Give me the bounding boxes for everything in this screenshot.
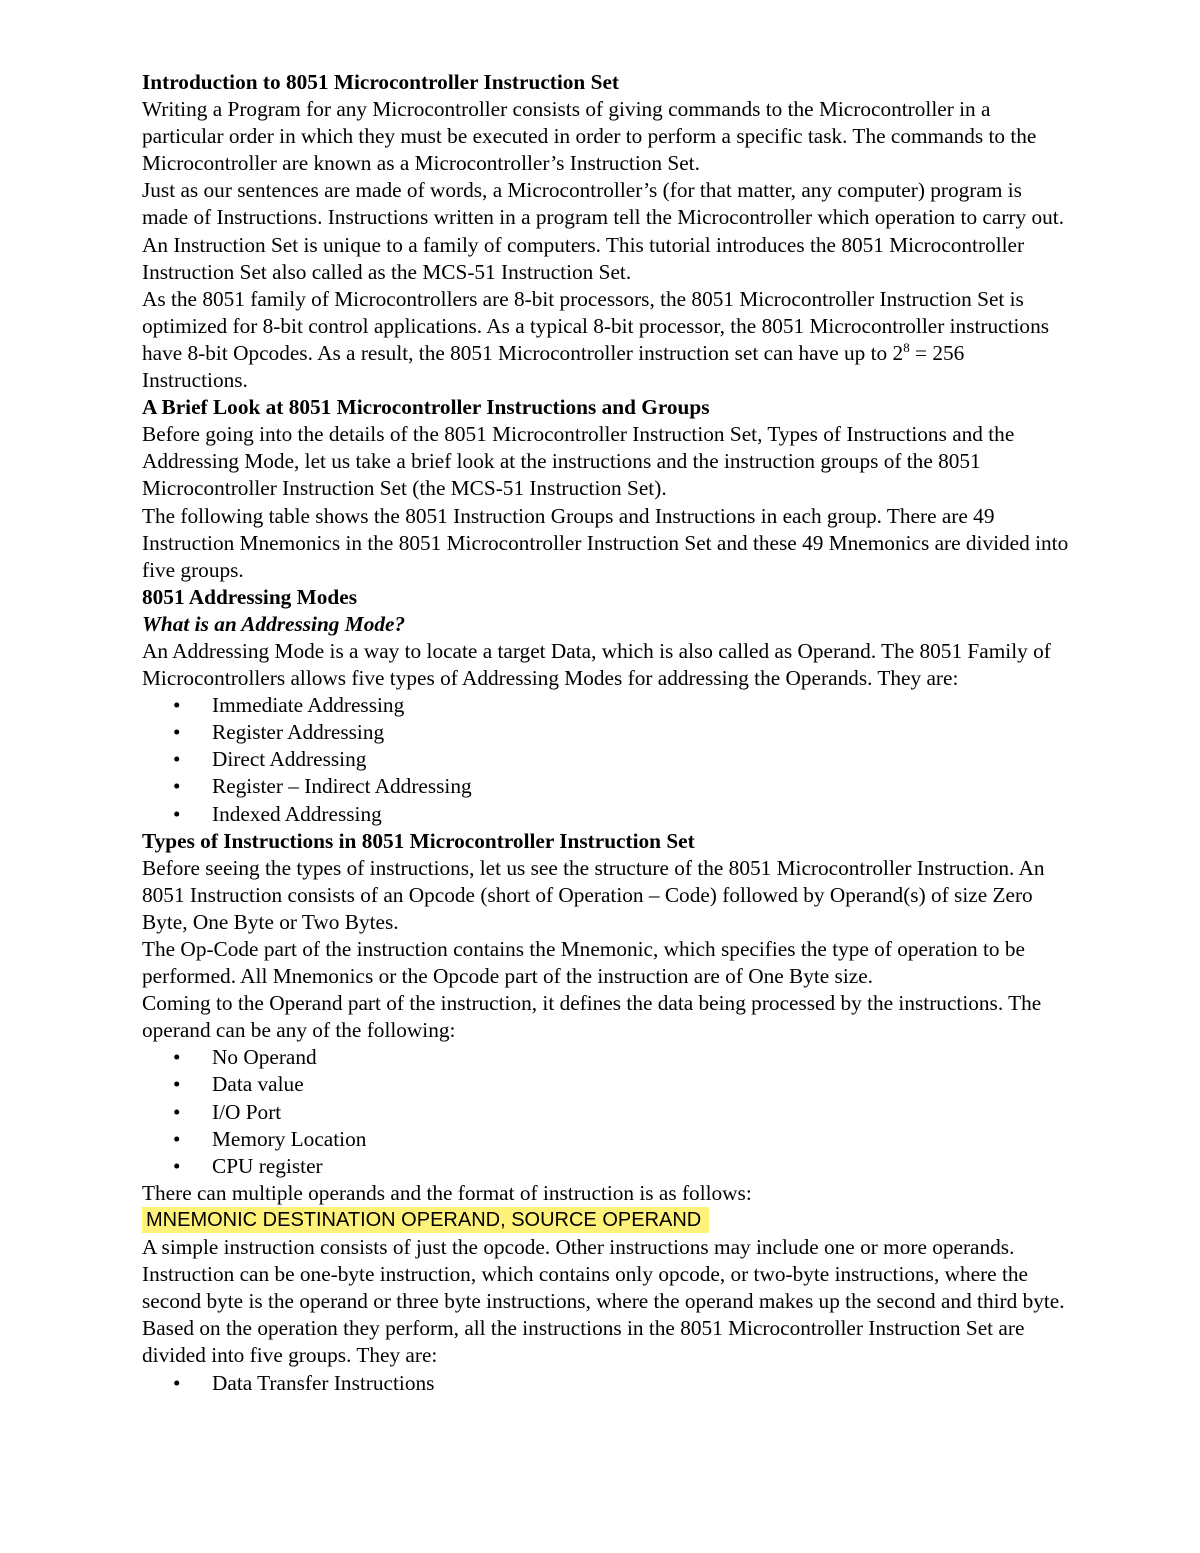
types-paragraph-3: Coming to the Operand part of the instruction, it defines the data being processed by the instructions. The operand can be any of the following:: [142, 991, 1042, 1043]
bullet-icon: •: [173, 693, 181, 718]
list-item-label: Immediate Addressing: [212, 693, 405, 718]
list-item: [142, 773, 1072, 800]
list-item-label: Register Addressing: [212, 720, 385, 745]
groups-paragraph-2: The following table shows the 8051 Instruction Groups and Instructions in each group. There are 49 Instruction Mnemonics in the 8051 Microcontroller Instruction Set and these 49 Mnemonics are divided into five groups.: [142, 503, 1069, 582]
bullet-icon: •: [173, 1370, 181, 1395]
types-heading: Types of Instructions in 8051 Microcontroller Instruction Set: [142, 828, 695, 853]
bullet-icon: •: [173, 1099, 181, 1124]
addressing-subheading: What is an Addressing Mode?: [142, 611, 406, 636]
intro-paragraph-3: An Instruction Set is unique to a family of computers. This tutorial introduces the 8051 Microcontroller Instruction Set also called as the MCS-51 Instruction Set.: [142, 232, 1025, 284]
document-page: [142, 69, 1072, 1397]
instruction-groups-list: [142, 1370, 1072, 1397]
intro-paragraph-1: Writing a Program for any Microcontroller consists of giving commands to the Microcontroller in a particular order in which they must be executed in order to perform a specific task. The commands to the Microcontroller are known as a Microcontroller’s Instruction Set.: [142, 97, 1037, 176]
opcode-paragraph: [142, 286, 1072, 394]
opcode-paragraph-end: = 256 Instructions.: [142, 340, 965, 393]
bullet-icon: •: [173, 747, 181, 772]
list-item: [142, 1153, 1072, 1180]
groups-paragraph-1: Before going into the details of the 8051 Microcontroller Instruction Set, Types of Instructions and the Addressing Mode, let us take a brief look at the instructions and the instruction groups of the 8051 Microcontroller Instruction Set (the MCS-51 Instruction Set).: [142, 422, 1015, 501]
list-item: [142, 1044, 1072, 1071]
list-item-label: No Operand: [212, 1045, 317, 1070]
list-item-label: I/O Port: [212, 1099, 282, 1124]
highlighted-format: MNEMONIC DESTINATION OPERAND, SOURCE OPERAND: [142, 1207, 709, 1233]
list-item: [142, 1126, 1072, 1153]
list-item: [142, 1071, 1072, 1098]
addressing-modes-list: [142, 692, 1072, 827]
addressing-heading: 8051 Addressing Modes: [142, 584, 357, 609]
addressing-paragraph: An Addressing Mode is a way to locate a target Data, which is also called as Operand. The 8051 Family of Microcontrollers allows five types of Addressing Modes for addressing the Operands. They are:: [142, 638, 1051, 691]
bullet-icon: •: [173, 1153, 181, 1178]
document-title: Introduction to 8051 Microcontroller Instruction Set: [142, 70, 619, 94]
opcode-exponent: 8: [903, 339, 910, 355]
closing-paragraph-2: Based on the operation they perform, all the instructions in the 8051 Microcontroller Instruction Set are divided into five groups. They are:: [142, 1316, 1025, 1368]
format-intro: There can multiple operands and the format of instruction is as follows:: [142, 1180, 752, 1205]
list-item-label: Register – Indirect Addressing: [212, 774, 472, 799]
list-item-label: Direct Addressing: [212, 747, 367, 772]
bullet-icon: •: [173, 1072, 181, 1097]
list-item-label: Data value: [212, 1072, 304, 1097]
list-item: [142, 692, 1072, 719]
opcode-paragraph-start: As the 8051 family of Microcontrollers are 8-bit processors, the 8051 Microcontroller Instruction Set is optimized for 8-bit control applications. As a typical 8-bit processor, the 8051 Microcontroller instructions have 8-bit Opcodes. As a result, the 8051 Microcontroller instruction set can have up to 2: [142, 286, 1050, 365]
list-item-label: CPU register: [212, 1153, 323, 1178]
bullet-icon: •: [173, 1045, 181, 1070]
intro-paragraph-2: Just as our sentences are made of words, a Microcontroller’s (for that matter, any computer) program is made of Instructions. Instructions written in a program tell the Microcontroller which operation to carry out.: [142, 178, 1065, 230]
list-item-label: Memory Location: [212, 1126, 367, 1151]
list-item: [142, 1099, 1072, 1126]
list-item-label: Data Transfer Instructions: [212, 1370, 435, 1395]
operand-types-list: [142, 1044, 1072, 1179]
groups-heading: A Brief Look at 8051 Microcontroller Instructions and Groups: [142, 395, 710, 420]
bullet-icon: •: [173, 1126, 181, 1151]
list-item: [142, 746, 1072, 773]
bullet-icon: •: [173, 801, 181, 826]
instruction-format-line: [142, 1207, 1072, 1234]
types-paragraph-1: Before seeing the types of instructions, let us see the structure of the 8051 Microcontroller Instruction. An 8051 Instruction consists of an Opcode (short of Operation – Code) followed by Operand(s) of size Zero Byte, One Byte or Two Bytes.: [142, 855, 1045, 934]
list-item: [142, 1370, 1072, 1397]
types-paragraph-2: The Op-Code part of the instruction contains the Mnemonic, which specifies the type of operation to be performed. All Mnemonics or the Opcode part of the instruction are of One Byte size.: [142, 937, 1025, 989]
list-item: [142, 801, 1072, 828]
bullet-icon: •: [173, 720, 181, 745]
closing-paragraph-1: A simple instruction consists of just the opcode. Other instructions may include one or more operands. Instruction can be one-byte instruction, which contains only opcode, or two-byte instructions, where the second byte is the operand or three byte instructions, where the operand makes up the second and third byte.: [142, 1235, 1065, 1314]
bullet-icon: •: [173, 774, 181, 799]
list-item-label: Indexed Addressing: [212, 801, 382, 826]
list-item: [142, 719, 1072, 746]
